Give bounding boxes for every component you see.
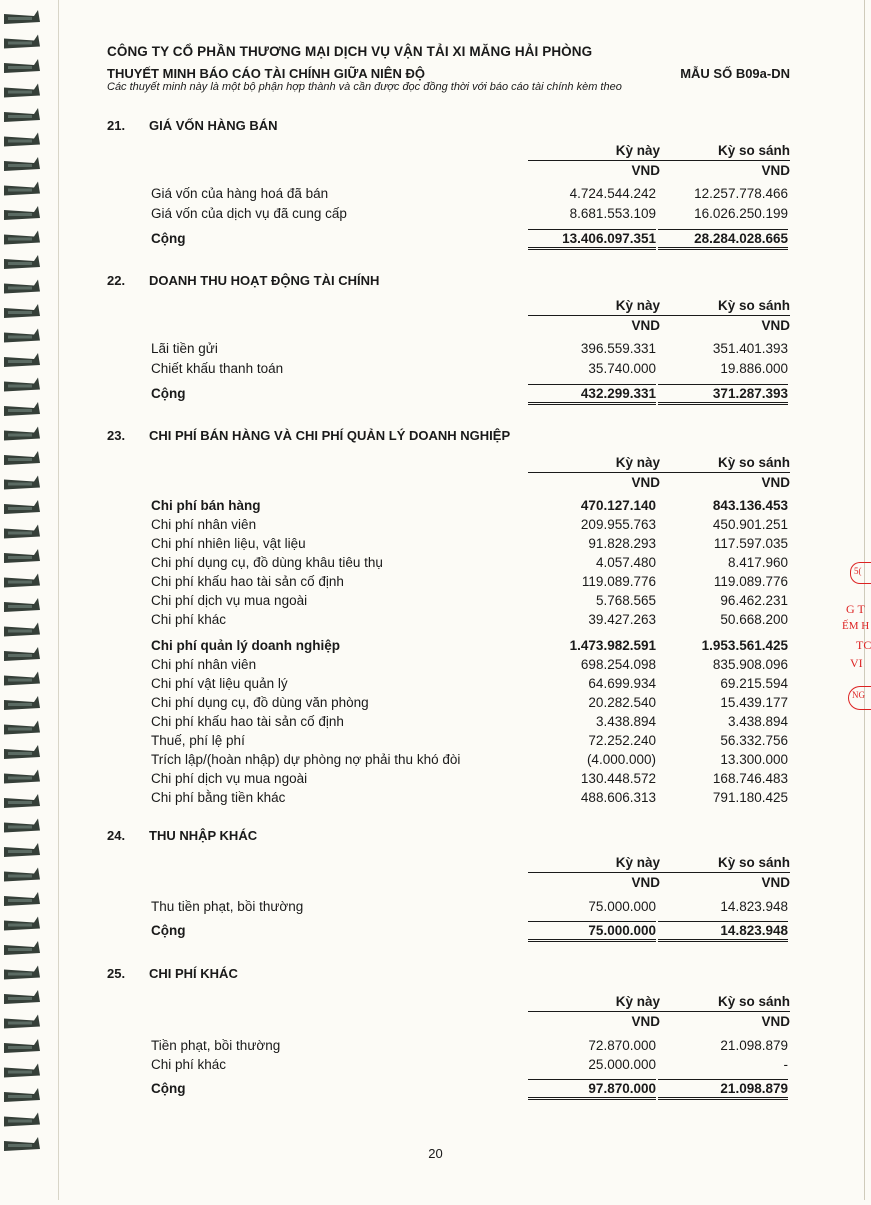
section-24: [107, 828, 790, 938]
row-label: Chi phí vật liệu quản lý: [151, 676, 288, 691]
table-row: [107, 534, 790, 553]
binding-ring: [4, 843, 40, 857]
row-current: 130.448.572: [580, 771, 656, 786]
column-current: [528, 992, 660, 1031]
binding-ring: [4, 476, 40, 490]
binding-ring: [4, 133, 40, 147]
binding-ring: [4, 353, 40, 367]
row-compare: 56.332.756: [720, 733, 788, 748]
row-current: 470.127.140: [580, 498, 656, 513]
table-row: [107, 750, 790, 769]
column-compare-unit: VND: [761, 475, 790, 490]
row-label: Chi phí khác: [151, 1057, 227, 1072]
section-title: CHI PHÍ KHÁC: [149, 966, 238, 981]
row-current: 75.000.000: [528, 921, 656, 942]
row-label: Chi phí bán hàng: [151, 498, 261, 513]
row-label: Giá vốn của hàng hoá đã bán: [151, 186, 329, 201]
row-label: Trích lập/(hoàn nhập) dự phòng nợ phải thu khó đòi: [151, 752, 461, 767]
table-row: [107, 610, 790, 629]
table-row: [107, 553, 790, 572]
row-current: 72.870.000: [588, 1038, 656, 1053]
row-compare: 50.668.200: [720, 612, 788, 627]
binding-ring: [4, 206, 40, 220]
row-compare: 791.180.425: [712, 790, 788, 805]
column-compare: [658, 296, 790, 335]
binding-ring: [4, 941, 40, 955]
row-current: (4.000.000): [586, 752, 656, 767]
table-row: [107, 731, 790, 750]
table-row: [107, 897, 790, 916]
section-22: [107, 273, 790, 401]
row-current: 75.000.000: [588, 899, 656, 914]
row-compare: 1.953.561.425: [701, 638, 788, 653]
row-compare: 16.026.250.199: [694, 206, 788, 221]
row-compare: 21.098.879: [658, 1079, 788, 1100]
red-stamp-fragment: [838, 562, 871, 712]
row-label: Chi phí nhân viên: [151, 657, 257, 672]
row-current: 698.254.098: [580, 657, 656, 672]
table-row: [107, 339, 790, 358]
row-current: 209.955.763: [580, 517, 656, 532]
binding-ring: [4, 1039, 40, 1053]
page-number: 20: [428, 1146, 443, 1161]
row-current: 1.473.982.591: [569, 638, 656, 653]
table-row: [107, 1055, 790, 1074]
binding-ring: [4, 868, 40, 882]
row-compare: 371.287.393: [658, 384, 788, 405]
binding-ring: [4, 549, 40, 563]
row-current: 20.282.540: [588, 695, 656, 710]
row-compare: 19.886.000: [720, 361, 788, 376]
binding-ring: [4, 598, 40, 612]
subtotal-row: [107, 636, 790, 655]
row-compare: 28.284.028.665: [658, 229, 788, 250]
row-compare: 69.215.594: [720, 676, 788, 691]
row-current: 5.768.565: [595, 593, 656, 608]
binding-ring: [4, 84, 40, 98]
binding-ring: [4, 402, 40, 416]
binding-ring: [4, 329, 40, 343]
binding-ring: [4, 108, 40, 122]
row-compare: 450.901.251: [712, 517, 788, 532]
table-row: [107, 788, 790, 807]
row-current: 8.681.553.109: [569, 206, 656, 221]
total-row: [107, 384, 790, 403]
row-label: Chi phí quản lý doanh nghiệp: [151, 638, 340, 653]
row-current: 13.406.097.351: [528, 229, 656, 250]
binding-ring: [4, 819, 40, 833]
row-compare: 843.136.453: [712, 498, 788, 513]
binding-ring: [4, 157, 40, 171]
column-current-label: Kỳ này: [528, 296, 660, 316]
section-title: DOANH THU HOẠT ĐỘNG TÀI CHÍNH: [149, 273, 380, 288]
binding-ring: [4, 672, 40, 686]
row-label: Chi phí khấu hao tài sản cố định: [151, 714, 344, 729]
table-row: [107, 1036, 790, 1055]
report-note: Các thuyết minh này là một bộ phận hợp thành và cần được đọc đồng thời với báo cáo tài chính kèm theo: [107, 81, 622, 93]
row-current: 64.699.934: [588, 676, 656, 691]
row-label: Chi phí nhân viên: [151, 517, 257, 532]
table-row: [107, 572, 790, 591]
row-compare: 96.462.231: [720, 593, 788, 608]
table-row: [107, 655, 790, 674]
report-title: THUYẾT MINH BÁO CÁO TÀI CHÍNH GIỮA NIÊN ĐỘ: [107, 66, 425, 81]
section-heading: [107, 828, 790, 843]
row-label: Chi phí khác: [151, 612, 227, 627]
row-compare: 168.746.483: [712, 771, 788, 786]
column-compare-unit: VND: [761, 875, 790, 890]
column-current-unit: VND: [631, 475, 660, 490]
binding-ring: [4, 623, 40, 637]
row-current: 39.427.263: [588, 612, 656, 627]
row-label: Chi phí bằng tiền khác: [151, 790, 286, 805]
row-current: 72.252.240: [588, 733, 656, 748]
row-current: 396.559.331: [580, 341, 656, 356]
binding-ring: [4, 1113, 40, 1127]
spiral-binding: [0, 0, 50, 1200]
column-current-unit: VND: [631, 1014, 660, 1029]
binding-ring: [4, 917, 40, 931]
binding-ring: [4, 1064, 40, 1078]
binding-ring: [4, 378, 40, 392]
row-label: Giá vốn của dịch vụ đã cung cấp: [151, 206, 347, 221]
section-heading: [107, 428, 790, 443]
row-compare: 21.098.879: [720, 1038, 788, 1053]
table-row: [107, 359, 790, 378]
row-label: Cộng: [151, 1081, 186, 1096]
column-compare-unit: VND: [761, 163, 790, 178]
binding-ring: [4, 574, 40, 588]
binding-ring: [4, 990, 40, 1004]
section-number: 24.: [107, 828, 126, 843]
row-compare: 351.401.393: [712, 341, 788, 356]
row-compare: 119.089.776: [713, 574, 788, 589]
binding-ring: [4, 721, 40, 735]
binding-ring: [4, 1088, 40, 1102]
binding-ring: [4, 255, 40, 269]
row-current: 4.724.544.242: [569, 186, 656, 201]
column-compare-label: Kỳ so sánh: [658, 453, 790, 473]
section-number: 21.: [107, 118, 126, 133]
total-row: [107, 921, 790, 940]
total-row: [107, 229, 790, 248]
section-title: THU NHẬP KHÁC: [149, 828, 258, 843]
row-compare: 117.597.035: [713, 536, 788, 551]
binding-ring: [4, 966, 40, 980]
row-label: Lãi tiền gửi: [151, 341, 218, 356]
row-current: 3.438.894: [595, 714, 656, 729]
row-current: 488.606.313: [580, 790, 656, 805]
column-compare-label: Kỳ so sánh: [658, 992, 790, 1012]
report-title-row: [107, 66, 790, 81]
row-label: Cộng: [151, 923, 186, 938]
table-row: [107, 515, 790, 534]
table-row: [107, 204, 790, 223]
row-label: Cộng: [151, 386, 186, 401]
column-current-unit: VND: [631, 875, 660, 890]
row-label: Chi phí dụng cụ, đồ dùng văn phòng: [151, 695, 369, 710]
section-21: [107, 118, 790, 246]
column-current-label: Kỳ này: [528, 453, 660, 473]
section-heading: [107, 966, 790, 981]
column-current: [528, 453, 660, 492]
column-compare-label: Kỳ so sánh: [658, 853, 790, 873]
column-current-unit: VND: [631, 163, 660, 178]
column-current-label: Kỳ này: [528, 141, 660, 161]
company-name: CÔNG TY CỔ PHẦN THƯƠNG MẠI DỊCH VỤ VẬN TẢI XI MĂNG HẢI PHÒNG: [107, 44, 593, 59]
form-code: MẪU SỐ B09a-DN: [680, 66, 790, 81]
binding-ring: [4, 525, 40, 539]
row-compare: 8.417.960: [727, 555, 788, 570]
table-row: [107, 591, 790, 610]
stamp-text: VI: [850, 656, 863, 670]
column-compare-unit: VND: [761, 1014, 790, 1029]
row-current: 35.740.000: [588, 361, 656, 376]
row-label: Tiền phạt, bồi thường: [151, 1038, 281, 1053]
column-compare-label: Kỳ so sánh: [658, 141, 790, 161]
stamp-text: TC: [856, 638, 871, 652]
section-23: [107, 428, 790, 805]
column-compare: [658, 453, 790, 492]
stamp-text: 5(: [854, 566, 862, 576]
subtotal-row: [107, 496, 790, 515]
row-current: 25.000.000: [588, 1057, 656, 1072]
section-number: 23.: [107, 428, 126, 443]
table-row: [107, 674, 790, 693]
binding-ring: [4, 35, 40, 49]
section-heading: [107, 118, 790, 133]
page-edge-line: [58, 0, 59, 1200]
binding-ring: [4, 500, 40, 514]
row-compare: 12.257.778.466: [694, 186, 788, 201]
column-current: [528, 296, 660, 335]
binding-ring: [4, 59, 40, 73]
binding-ring: [4, 10, 40, 24]
row-current: 91.828.293: [588, 536, 656, 551]
column-compare: [658, 853, 790, 892]
row-label: Cộng: [151, 231, 186, 246]
binding-ring: [4, 280, 40, 294]
column-current-unit: VND: [631, 318, 660, 333]
binding-ring: [4, 182, 40, 196]
binding-ring: [4, 770, 40, 784]
total-row: [107, 1079, 790, 1098]
section-title: GIÁ VỐN HÀNG BÁN: [149, 118, 278, 133]
row-compare: 14.823.948: [658, 921, 788, 942]
row-compare: 835.908.096: [712, 657, 788, 672]
row-label: Thuế, phí lệ phí: [151, 733, 245, 748]
section-25: [107, 966, 790, 1096]
binding-ring: [4, 794, 40, 808]
row-current: 119.089.776: [581, 574, 656, 589]
binding-ring: [4, 892, 40, 906]
row-current: 432.299.331: [528, 384, 656, 405]
row-compare: 3.438.894: [727, 714, 788, 729]
stamp-text: ẾM H: [842, 620, 870, 632]
column-compare: [658, 992, 790, 1031]
binding-ring: [4, 231, 40, 245]
table-row: [107, 712, 790, 731]
row-label: Chi phí nhiên liệu, vật liệu: [151, 536, 306, 551]
column-compare-label: Kỳ so sánh: [658, 296, 790, 316]
column-current: [528, 853, 660, 892]
column-compare: [658, 141, 790, 180]
spiral-binding-graphic: [0, 0, 50, 1200]
binding-ring: [4, 1015, 40, 1029]
row-label: Thu tiền phạt, bồi thường: [151, 899, 304, 914]
row-label: Chi phí dịch vụ mua ngoài: [151, 593, 308, 608]
column-compare-unit: VND: [761, 318, 790, 333]
section-number: 25.: [107, 966, 126, 981]
section-title: CHI PHÍ BÁN HÀNG VÀ CHI PHÍ QUẢN LÝ DOANH NGHIỆP: [149, 428, 511, 443]
stamp-text: NG: [852, 690, 865, 700]
row-compare: -: [783, 1057, 788, 1072]
table-row: [107, 769, 790, 788]
column-current-label: Kỳ này: [528, 992, 660, 1012]
row-label: Chi phí dịch vụ mua ngoài: [151, 771, 308, 786]
row-compare: 15.439.177: [720, 695, 788, 710]
row-compare: 13.300.000: [720, 752, 788, 767]
binding-ring: [4, 427, 40, 441]
table-row: [107, 693, 790, 712]
row-label: Chi phí dụng cụ, đồ dùng khâu tiêu thụ: [151, 555, 383, 570]
binding-ring: [4, 451, 40, 465]
section-number: 22.: [107, 273, 126, 288]
binding-ring: [4, 745, 40, 759]
column-current-label: Kỳ này: [528, 853, 660, 873]
row-compare: 14.823.948: [720, 899, 788, 914]
stamp-text: G T: [846, 602, 865, 616]
binding-ring: [4, 304, 40, 318]
row-label: Chi phí khấu hao tài sản cố định: [151, 574, 344, 589]
binding-ring: [4, 647, 40, 661]
table-row: [107, 184, 790, 203]
row-label: Chiết khấu thanh toán: [151, 361, 284, 376]
binding-ring: [4, 696, 40, 710]
section-heading: [107, 273, 790, 288]
document-header: [107, 44, 790, 93]
column-current: [528, 141, 660, 180]
row-current: 4.057.480: [595, 555, 656, 570]
row-current: 97.870.000: [528, 1079, 656, 1100]
